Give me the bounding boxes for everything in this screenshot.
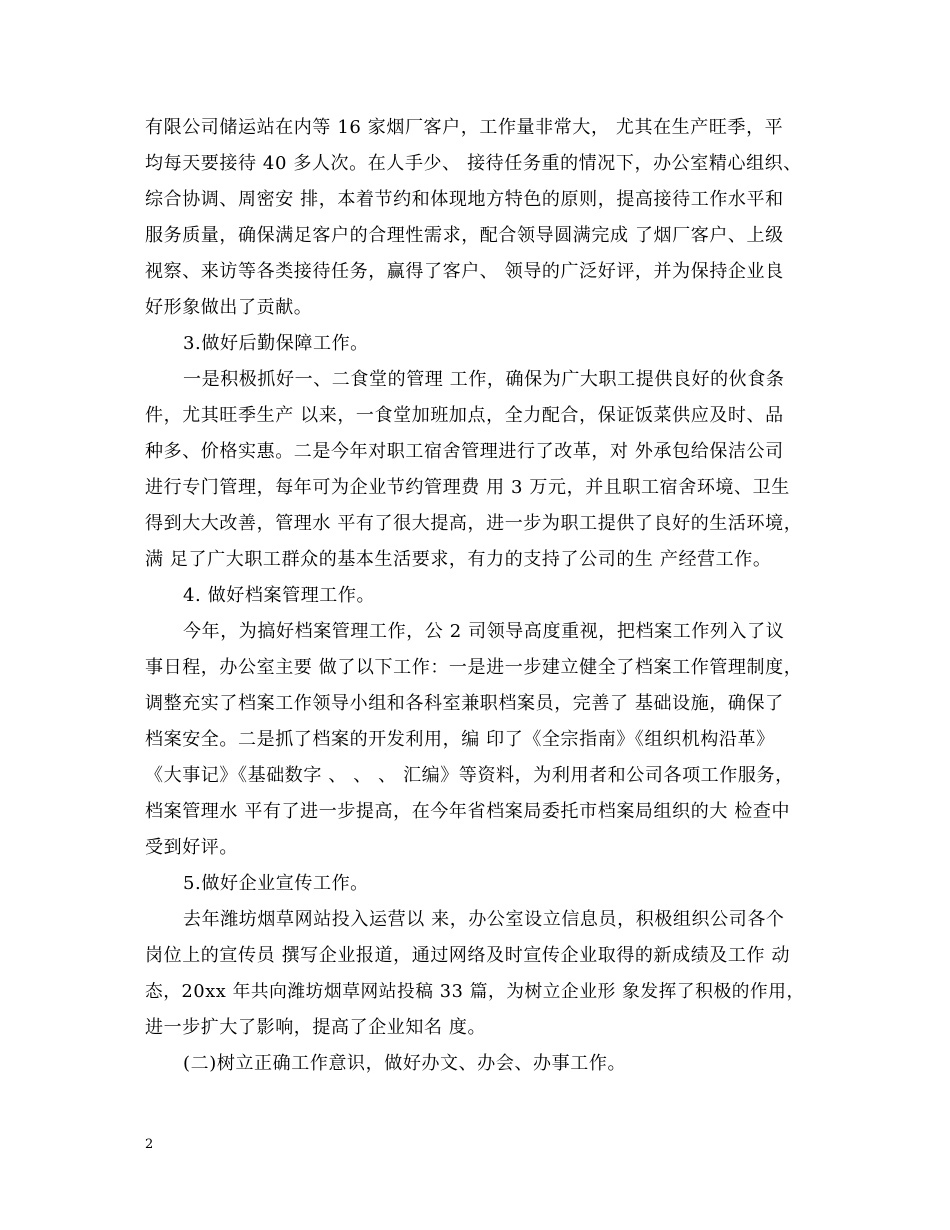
page-number: 2: [145, 1137, 154, 1152]
text-line: 有限公司储运站在内等 16 家烟厂客户，工作量非常大， 尤其在生产旺季，平: [145, 117, 784, 138]
text-line: 4. 做好档案管理工作。: [183, 585, 376, 606]
text-line: 种多、价格实惠。二是今年对职工宿舍管理进行了改革，对 外承包给保洁公司: [145, 441, 784, 462]
text-line: 得到大大改善，管理水 平有了很大提高，进一步为职工提供了良好的生活环境，: [145, 513, 803, 534]
text-line: 好形象做出了贡献。: [145, 297, 313, 318]
text-line: 进一步扩大了影响，提高了企业知名 度。: [145, 1017, 487, 1038]
text-line: 件，尤其旺季生产 以来，一食堂加班加点，全力配合，保证饭菜供应及时、品: [145, 405, 784, 426]
document-body: [145, 110, 805, 1082]
text-line: 服务质量，确保满足客户的合理性需求，配合领导圆满完成 了烟厂客户、上级: [145, 225, 784, 246]
text-line: 岗位上的宣传员 撰写企业报道，通过网络及时宣传企业取得的新成绩及工作 动: [145, 945, 791, 966]
text-line: 5.做好企业宣传工作。: [183, 873, 369, 894]
text-line: 调整充实了档案工作领导小组和各科室兼职档案员，完善了 基础设施，确保了: [145, 693, 784, 714]
text-line: 受到好评。: [145, 837, 238, 858]
text-line: 事日程，办公室主要 做了以下工作：一是进一步建立健全了档案工作管理制度，: [145, 657, 803, 678]
text-line: 态，20xx 年共向潍坊烟草网站投稿 33 篇，为树立企业形 象发挥了积极的作用，: [145, 982, 805, 1002]
text-line: 档案安全。二是抓了档案的开发利用，编 印了《全宗指南》《组织机构沿革》: [145, 729, 775, 750]
text-line: 《大事记》《基础数字 、 、 、 汇编》等资料，为利用者和公司各项工作服务，: [145, 765, 794, 786]
text-line: 综合协调、周密安 排，本着节约和体现地方特色的原则，提高接待工作水平和: [145, 189, 784, 210]
text-line: 满 足了广大职工群众的基本生活要求，有力的支持了公司的生 产经营工作。: [145, 549, 772, 570]
text-line: 视察、来访等各类接待任务，赢得了客户、 领导的广泛好评，并为保持企业良: [145, 261, 784, 282]
text-line: 今年，为搞好档案管理工作，公 2 司领导高度重视，把档案工作列入了议: [183, 621, 785, 642]
text-line: 一是积极抓好一、二食堂的管理 工作，确保为广大职工提供良好的伙食条: [183, 369, 785, 390]
text-line: 进行专门管理，每年可为企业节约管理费 用 3 万元，并且职工宿舍环境、卫生: [145, 477, 790, 498]
text-line: 档案管理水 平有了进一步提高，在今年省档案局委托市档案局组织的大 检查中: [145, 801, 791, 822]
text-line: (二)树立正确工作意识，做好办文、办会、办事工作。: [183, 1053, 627, 1074]
text-line: 3.做好后勤保障工作。: [183, 333, 369, 354]
text-line: 均每天要接待 40 多人次。在人手少、 接待任务重的情况下，办公室精心组织、: [145, 153, 802, 174]
text-line: 去年潍坊烟草网站投入运营以 来，办公室设立信息员，积极组织公司各个: [183, 909, 785, 930]
